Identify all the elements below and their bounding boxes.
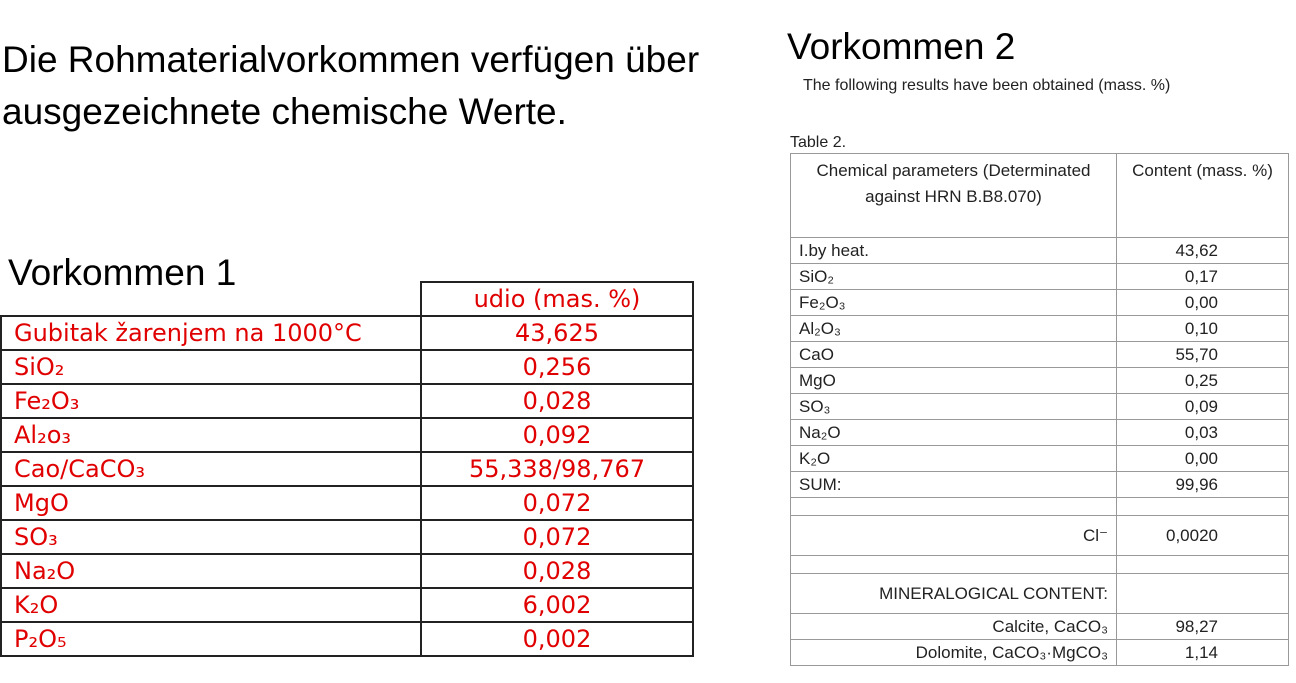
table-caption: Table 2. (790, 134, 847, 151)
table-row (791, 316, 1289, 342)
table-row (1, 520, 693, 554)
deposit1-title: Vorkommen 1 (8, 252, 237, 293)
param-cell: MINERALOGICAL CONTENT: (791, 574, 1117, 614)
value-cell: 55,338/98,767 (421, 452, 693, 486)
value-cell: 0,072 (421, 520, 693, 554)
value-cell (1117, 574, 1289, 614)
table-row (1, 316, 693, 350)
value-cell: 0,0020 (1117, 516, 1289, 556)
table-row (1, 622, 693, 656)
value-cell: 0,072 (421, 486, 693, 520)
param-cell: Cl⁻ (791, 516, 1117, 556)
table-row (1, 486, 693, 520)
value-cell: 0,092 (421, 418, 693, 452)
value-cell: 1,14 (1117, 640, 1289, 666)
table-header-row (1, 282, 693, 316)
param-cell: I.by heat. (791, 238, 1117, 264)
table-row (791, 574, 1289, 614)
value-cell: 43,625 (421, 316, 693, 350)
table-header-row (791, 154, 1289, 238)
table-row (791, 264, 1289, 290)
param-cell (791, 556, 1117, 574)
value-cell: 99,96 (1117, 472, 1289, 498)
value-cell: 0,17 (1117, 264, 1289, 290)
deposit2-title: Vorkommen 2 (787, 26, 1016, 67)
param-cell: Calcite, CaCO₃ (791, 614, 1117, 640)
value-cell: 98,27 (1117, 614, 1289, 640)
deposit1-table (0, 281, 694, 657)
table-row (791, 446, 1289, 472)
param-cell: SiO₂ (1, 350, 421, 384)
param-cell: Cao/CaCO₃ (1, 452, 421, 486)
table-row (791, 640, 1289, 666)
value-cell: 0,03 (1117, 420, 1289, 446)
value-cell: 0,00 (1117, 446, 1289, 472)
param-cell: SiO₂ (791, 264, 1117, 290)
param-cell: Na₂O (791, 420, 1117, 446)
value-cell: 0,09 (1117, 394, 1289, 420)
header-value: Content (mass. %) (1117, 154, 1289, 238)
param-cell: Al₂O₃ (791, 316, 1117, 342)
param-cell: Na₂O (1, 554, 421, 588)
param-cell: Dolomite, CaCO₃·MgCO₃ (791, 640, 1117, 666)
table-row (791, 368, 1289, 394)
value-cell: 6,002 (421, 588, 693, 622)
value-cell: 55,70 (1117, 342, 1289, 368)
header-param: Chemical parameters (Determinated against HRN B.B8.070) (791, 154, 1117, 238)
table-row (1, 588, 693, 622)
value-cell: 0,00 (1117, 290, 1289, 316)
table-row (791, 472, 1289, 498)
table-row (791, 498, 1289, 516)
param-cell: K₂O (791, 446, 1117, 472)
table-row (1, 452, 693, 486)
value-cell: 43,62 (1117, 238, 1289, 264)
value-cell: 0,256 (421, 350, 693, 384)
table-row (791, 614, 1289, 640)
value-cell: 0,10 (1117, 316, 1289, 342)
param-cell: Fe₂O₃ (791, 290, 1117, 316)
intro-text: Die Rohmaterialvorkommen verfügen über ausgezeichnete chemische Werte. (2, 39, 700, 132)
param-cell: Al₂o₃ (1, 418, 421, 452)
param-cell: SO₃ (791, 394, 1117, 420)
param-cell: MgO (791, 368, 1117, 394)
table-row (791, 556, 1289, 574)
value-cell (1117, 556, 1289, 574)
param-cell: K₂O (1, 588, 421, 622)
table-row (1, 554, 693, 588)
table-row (791, 290, 1289, 316)
param-cell: Fe₂O₃ (1, 384, 421, 418)
value-cell: 0,25 (1117, 368, 1289, 394)
param-cell: MgO (1, 486, 421, 520)
value-cell: 0,002 (421, 622, 693, 656)
table-row (791, 394, 1289, 420)
value-cell: 0,028 (421, 384, 693, 418)
table-row (1, 350, 693, 384)
param-cell (791, 498, 1117, 516)
param-cell: SUM: (791, 472, 1117, 498)
table-row (791, 516, 1289, 556)
value-cell: 0,028 (421, 554, 693, 588)
param-cell: CaO (791, 342, 1117, 368)
table-row (791, 420, 1289, 446)
param-cell: SO₃ (1, 520, 421, 554)
param-cell: P₂O₅ (1, 622, 421, 656)
table-row (791, 238, 1289, 264)
deposit2-table (790, 153, 1289, 666)
param-cell: Gubitak žarenjem na 1000°C (1, 316, 421, 350)
table-row (791, 342, 1289, 368)
deposit2-subtitle: The following results have been obtained (mass. %) (803, 77, 1171, 94)
value-cell (1117, 498, 1289, 516)
table-row (1, 418, 693, 452)
table-row (1, 384, 693, 418)
header-blank (1, 282, 421, 316)
column-header: udio (mas. %) (421, 282, 693, 316)
